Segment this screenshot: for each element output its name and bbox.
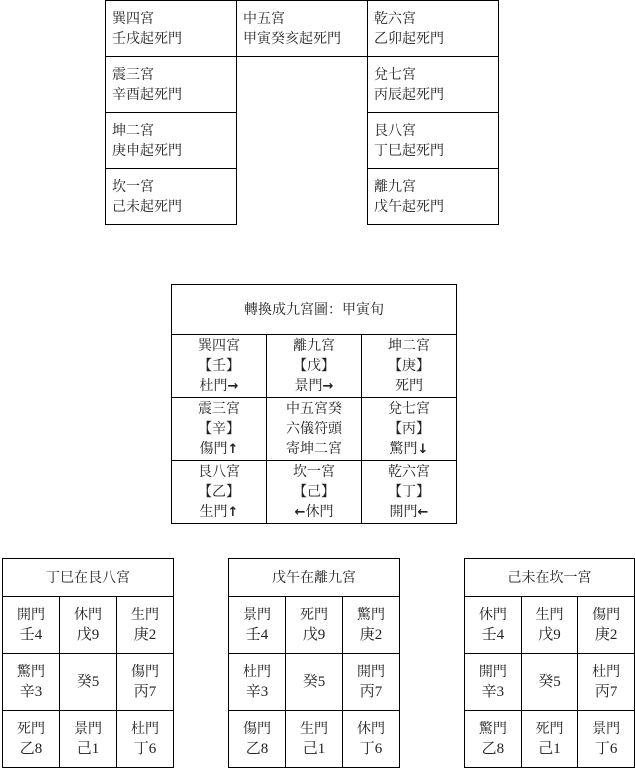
chart-jiwei-kan1 (464, 558, 635, 768)
palace-cell-kan1 (106, 169, 237, 225)
palace-text: 丁巳起死門 (374, 143, 444, 159)
stem: 【戊】 (293, 357, 335, 374)
door: 開門 (478, 664, 507, 680)
arrow-right-icon: → (322, 378, 334, 394)
palace-name: 震三宮 (198, 400, 240, 417)
stem: 壬4 (481, 627, 505, 643)
stem: 【壬】 (198, 357, 240, 374)
door: 杜門 (131, 721, 159, 737)
chart-cell (343, 597, 400, 654)
chart-title: 丁巳在艮八宮 (3, 559, 174, 597)
stem: 戊9 (76, 627, 100, 643)
stem: 【丙】 (388, 420, 430, 437)
nine-palace-cell (362, 461, 457, 524)
nine-palace-cell (172, 398, 267, 461)
nine-palace-cell (362, 335, 457, 398)
palace-text: 戊午起死門 (374, 199, 444, 215)
palace-text: 乙卯起死門 (374, 31, 444, 47)
chart-title: 己未在坎一宮 (465, 559, 635, 597)
palace-name: 離九宮 (374, 179, 416, 195)
note: 六儀符頭 (286, 421, 342, 437)
palace-cell-kun2 (106, 113, 237, 169)
chart-wuwu-li9 (228, 558, 400, 768)
stem: 戊9 (538, 627, 561, 643)
palace-text: 甲寅癸亥起死門 (243, 31, 341, 47)
palace-text: 己未起死門 (112, 199, 182, 215)
stem: 己1 (302, 741, 326, 757)
death-gate-start-table (105, 0, 499, 225)
arrow-up-icon: ↑ (227, 441, 239, 457)
palace-name: 乾六宮 (388, 463, 430, 480)
chart-cell (465, 597, 522, 654)
palace-name: 坤二宮 (388, 338, 430, 354)
nine-palace-title: 轉換成九宮圖：甲寅旬 (172, 285, 457, 335)
chart-cell (286, 597, 343, 654)
stem: 庚2 (359, 627, 383, 643)
door: 休門 (357, 721, 385, 737)
chart-cell (465, 711, 522, 768)
stem: 乙8 (481, 741, 505, 757)
chart-dingsi-gen8 (2, 558, 174, 768)
stem: 丁6 (359, 741, 383, 757)
palace-name: 艮八宮 (374, 123, 416, 139)
chart-cell (117, 711, 174, 768)
palace-name: 乾六宮 (374, 11, 416, 27)
door: 傷門 (199, 440, 228, 457)
door: 驚門 (478, 721, 507, 737)
stem: 乙8 (245, 741, 269, 757)
stem: 庚2 (133, 627, 157, 643)
door: 驚門 (17, 664, 45, 680)
door: 傷門 (243, 721, 271, 737)
arrow-down-icon: ↓ (417, 441, 429, 457)
palace-cell-li9 (368, 169, 499, 225)
nine-palace-cell (172, 335, 267, 398)
palace-name: 艮八宮 (198, 463, 240, 480)
stem: 壬4 (245, 627, 269, 643)
nine-palace-cell (172, 461, 267, 524)
door: 開門 (17, 607, 45, 623)
chart-cell (521, 711, 578, 768)
door: 景門 (592, 721, 621, 737)
chart-cell (521, 597, 578, 654)
door: 死門 (395, 378, 423, 394)
stem: 【辛】 (198, 420, 240, 437)
chart-cell (229, 654, 286, 711)
door: 景門 (294, 377, 323, 394)
door: 杜門 (199, 377, 228, 394)
palace-name: 震三宮 (112, 67, 154, 83)
arrow-up-icon: ↑ (227, 504, 239, 520)
stem: 己1 (538, 741, 561, 757)
palace-name: 中五宮 (243, 11, 285, 27)
stem: 【庚】 (388, 358, 430, 374)
door: 休門 (74, 607, 102, 623)
chart-cell (578, 711, 635, 768)
palace-name: 離九宮 (293, 337, 335, 354)
palace-name: 兌七宮 (374, 67, 416, 83)
chart-cell (117, 654, 174, 711)
note: 寄坤二宮 (286, 441, 342, 457)
door: 傷門 (131, 664, 159, 680)
chart-cell (60, 597, 117, 654)
chart-cell (229, 711, 286, 768)
door: 生門 (131, 607, 159, 623)
stem: 辛3 (481, 684, 505, 700)
stem: 【乙】 (198, 483, 240, 500)
chart-cell (465, 654, 522, 711)
door: 景門 (74, 721, 102, 737)
chart-cell (578, 654, 635, 711)
nine-palace-cell (267, 461, 362, 524)
stem: 癸5 (76, 674, 100, 690)
door: 景門 (243, 607, 271, 623)
nine-palace-cell (362, 398, 457, 461)
nine-palace-cell (267, 335, 362, 398)
stem: 丁6 (133, 741, 157, 757)
palace-name: 坎一宮 (293, 463, 335, 480)
stem: 乙8 (19, 741, 43, 757)
door: 杜門 (592, 664, 621, 680)
palace-name: 坤二宮 (112, 123, 154, 139)
chart-cell-center (521, 654, 578, 711)
palace-cell-zhong5 (237, 1, 368, 57)
stem: 丙7 (594, 684, 618, 700)
stem: 壬4 (19, 627, 43, 643)
stem: 戊9 (302, 627, 326, 643)
chart-cell (286, 711, 343, 768)
door: 生門 (199, 503, 228, 520)
stem: 癸5 (538, 674, 561, 690)
nine-palace-table (171, 284, 457, 524)
chart-cell-center (60, 654, 117, 711)
door: 死門 (535, 721, 564, 737)
palace-name: 兌七宮 (388, 400, 430, 417)
palace-name: 巽四宮 (112, 11, 154, 27)
palace-text: 壬戌起死門 (112, 31, 182, 47)
chart-cell (229, 597, 286, 654)
door: 驚門 (357, 607, 385, 623)
door: 開門 (357, 664, 385, 680)
palace-cell-xun4 (106, 1, 237, 57)
chart-cell (60, 711, 117, 768)
chart-title: 戊午在離九宮 (229, 559, 400, 597)
chart-cell (117, 597, 174, 654)
door: 杜門 (243, 664, 271, 680)
palace-name: 巽四宮 (198, 337, 240, 354)
chart-cell-center (286, 654, 343, 711)
palace-cell-qian6 (368, 1, 499, 57)
stem: 丙7 (133, 684, 157, 700)
stem: 【己】 (293, 483, 335, 500)
stem: 辛3 (19, 684, 43, 700)
stem: 庚2 (594, 627, 618, 643)
palace-name: 坎一宮 (112, 179, 154, 195)
arrow-left-icon: ← (294, 504, 306, 520)
door: 傷門 (592, 607, 621, 623)
arrow-left-icon: ← (417, 504, 429, 520)
stem: 丙7 (359, 684, 383, 700)
door: 生門 (535, 607, 564, 623)
chart-cell (3, 654, 60, 711)
door: 死門 (300, 607, 328, 623)
chart-cell (343, 654, 400, 711)
nine-palace-cell (267, 398, 362, 461)
chart-cell (578, 597, 635, 654)
arrow-right-icon: → (227, 378, 239, 394)
door: 開門 (389, 503, 418, 520)
palace-text: 庚申起死門 (112, 143, 182, 159)
chart-cell (343, 711, 400, 768)
stem: 己1 (76, 741, 100, 757)
stem: 丁6 (594, 741, 618, 757)
door: 死門 (17, 721, 45, 737)
palace-name: 中五宮癸 (286, 401, 342, 417)
palace-cell-zhen3 (106, 57, 237, 113)
stem: 癸5 (302, 674, 326, 690)
palace-text: 丙辰起死門 (374, 87, 444, 103)
door: 驚門 (389, 440, 418, 457)
door: 生門 (300, 721, 328, 737)
empty-cell (237, 57, 368, 225)
chart-cell (3, 597, 60, 654)
chart-cell (3, 711, 60, 768)
stem: 【丁】 (388, 483, 430, 500)
door: 休門 (305, 503, 334, 520)
stem: 辛3 (245, 684, 269, 700)
palace-cell-gen8 (368, 113, 499, 169)
palace-text: 辛酉起死門 (112, 87, 182, 103)
door: 休門 (478, 607, 507, 623)
palace-cell-dui7 (368, 57, 499, 113)
